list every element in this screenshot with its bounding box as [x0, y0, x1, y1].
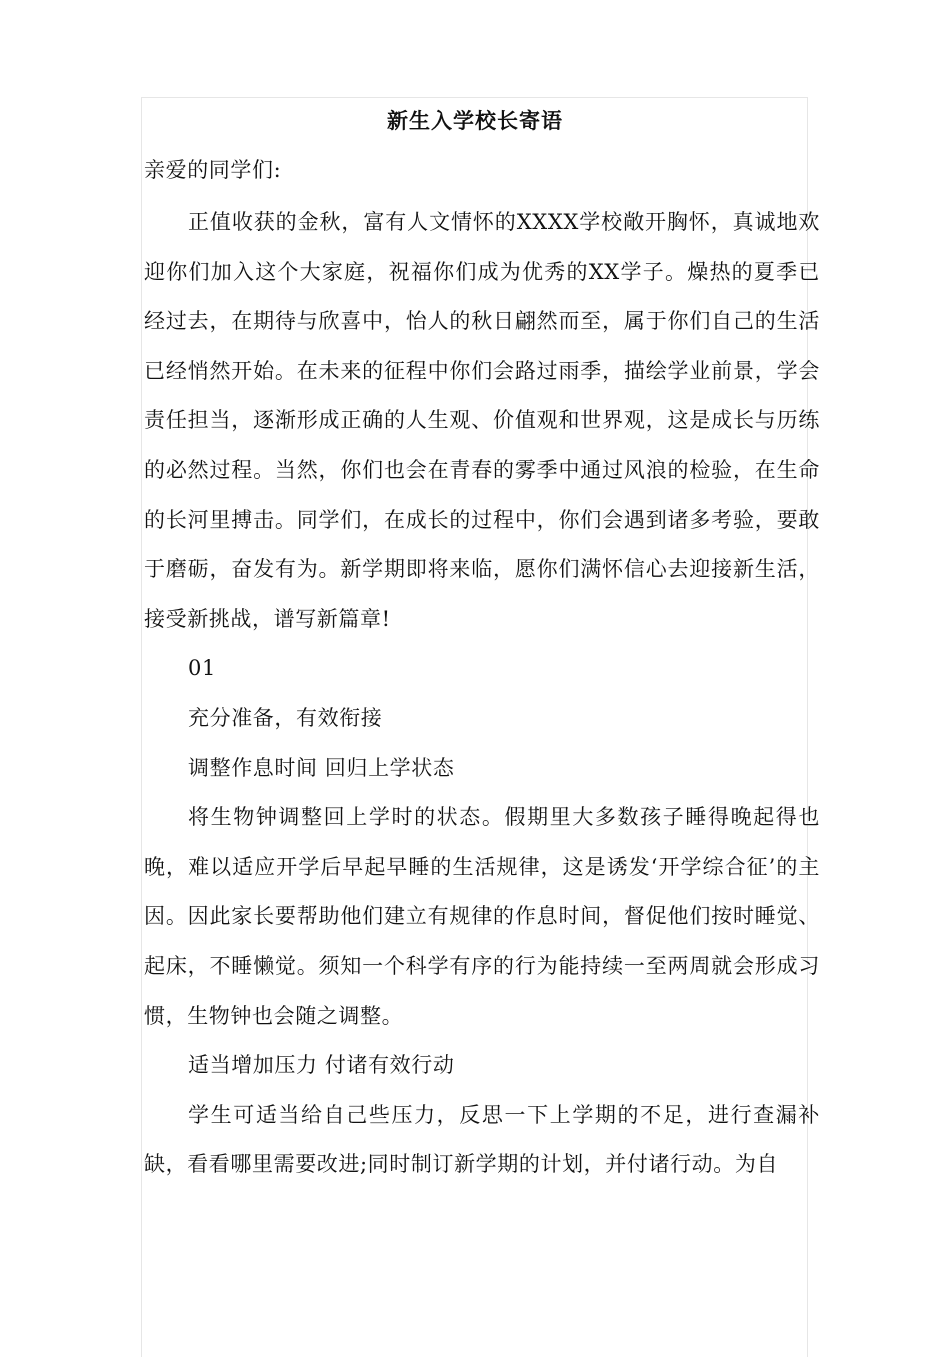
paragraph-schedule: 将生物钟调整回上学时的状态。假期里大多数孩子睡得晚起得也晚，难以适应开学后早起早睡的生活规律，这是诱发‘开学综合征’的主因。因此家长要帮助他们建立有规律的作息时间，督促他们按时睡觉、起床，不睡懒觉。须知一个科学有序的行为能持续一至两周就会形成习惯，生物钟也会随之调整。 — [144, 805, 820, 1028]
section-heading: 充分准备，有效衔接 — [188, 705, 383, 730]
paragraph-pressure: 学生可适当给自己些压力，反思一下上学期的不足，进行查漏补缺，看看哪里需要改进;同时制订新学期的计划，并付诸行动。为自 — [144, 1102, 820, 1177]
subheading-schedule: 调整作息时间 回归上学状态 — [188, 755, 455, 780]
document-body — [144, 104, 820, 1190]
document-title: 新生入学校长寄语 — [387, 108, 563, 133]
paragraph-welcome: 正值收获的金秋，富有人文情怀的XXXX学校敞开胸怀，真诚地欢迎你们加入这个大家庭，祝福你们成为优秀的XX学子。燥热的夏季已经过去，在期待与欣喜中，怡人的秋日翩然而至，属于你们自己的生活已经悄然开始。在未来的征程中你们会路过雨季，描绘学业前景，学会责任担当，逐渐形成正确的人生观、价值观和世界观，这是成长与历练的必然过程。当然，你们也会在青春的雾季中通过风浪的检验，在生命的长河里搏击。同学们，在成长的过程中，你们会遇到诸多考验，要敢于磨砺，奋发有为。新学期即将来临，愿你们满怀信心去迎接新生活，接受新挑战，谱写新篇章! — [144, 210, 820, 631]
salutation: 亲爱的同学们: — [144, 158, 282, 182]
subheading-pressure: 适当增加压力 付诸有效行动 — [188, 1053, 455, 1078]
section-number: 01 — [188, 656, 216, 681]
